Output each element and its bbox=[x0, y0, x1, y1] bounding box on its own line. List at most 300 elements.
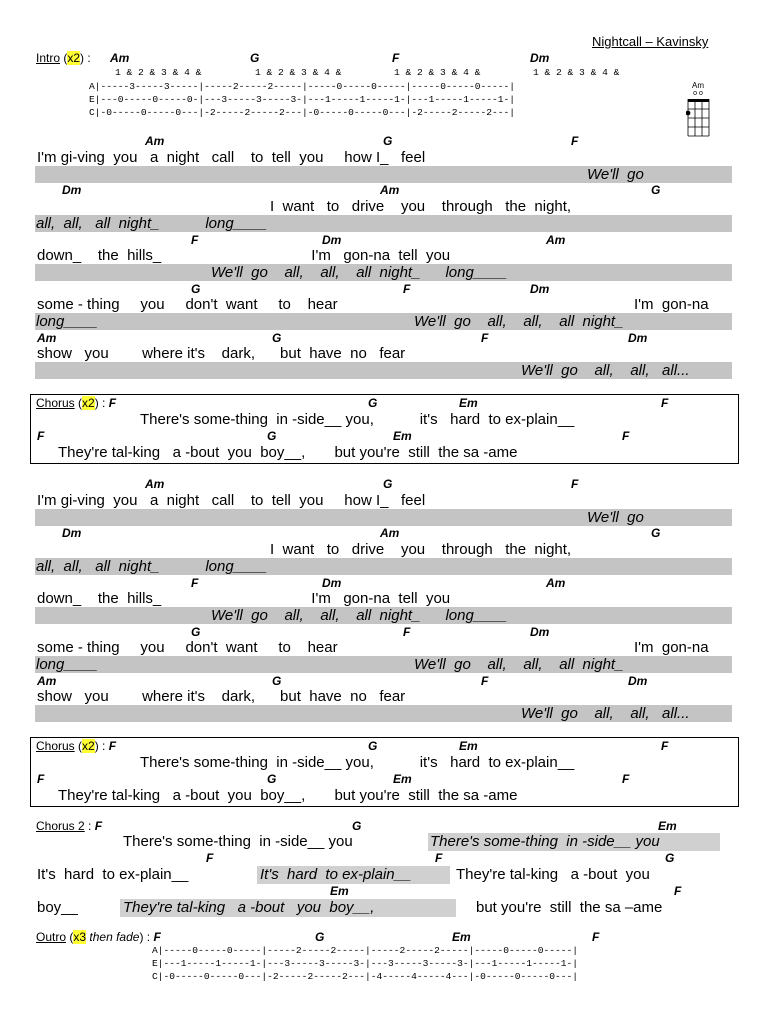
w: They're bbox=[456, 866, 506, 883]
w: ex-plain__ bbox=[119, 866, 189, 883]
w: you bbox=[425, 590, 451, 607]
lyric-line bbox=[270, 541, 571, 558]
w: but bbox=[280, 345, 301, 362]
w: some bbox=[37, 296, 74, 313]
harmony-line bbox=[260, 866, 411, 883]
intro-chord: G bbox=[250, 51, 260, 65]
harmony-line bbox=[587, 509, 644, 526]
lyric-line bbox=[37, 149, 425, 166]
w: It's bbox=[260, 866, 279, 883]
w: boy__, bbox=[260, 444, 306, 461]
w: you bbox=[113, 149, 138, 166]
chord: F bbox=[661, 739, 669, 753]
w: boy__, bbox=[329, 899, 375, 916]
w: I'm bbox=[634, 296, 654, 313]
w: all, bbox=[320, 607, 340, 624]
w: go bbox=[561, 705, 578, 722]
w: all, bbox=[284, 607, 304, 624]
w: go bbox=[627, 509, 644, 526]
w: you bbox=[140, 639, 165, 656]
w: have bbox=[309, 688, 342, 705]
w: the bbox=[97, 247, 119, 264]
w: night_ bbox=[118, 558, 160, 575]
chord: G bbox=[315, 930, 325, 944]
chord: F bbox=[674, 884, 682, 898]
chord: Dm bbox=[322, 576, 342, 590]
w: want bbox=[282, 541, 315, 558]
w: drive bbox=[351, 198, 385, 215]
chord: G bbox=[368, 396, 378, 410]
lyric-line: boy__ bbox=[37, 899, 78, 916]
harmony-line: long____ bbox=[36, 656, 98, 673]
intro-label-text: Intro bbox=[36, 51, 61, 65]
lyric-line bbox=[37, 590, 450, 607]
chord: F bbox=[592, 930, 600, 944]
chord: G bbox=[368, 739, 378, 753]
w: down_ bbox=[37, 590, 82, 607]
harmony-line bbox=[521, 705, 690, 722]
intro-tab-line-a: A|-----3-----3-----|-----2-----2-----|-----0-----0-----|-----0-----0-----| bbox=[89, 81, 516, 92]
chorus2-label-text: Chorus 2 bbox=[36, 819, 85, 833]
lyric-line bbox=[476, 899, 662, 916]
w: but bbox=[280, 688, 301, 705]
lyric-line bbox=[123, 833, 353, 850]
w: -bout bbox=[185, 444, 220, 461]
w: gon-na bbox=[661, 639, 709, 656]
w: - bbox=[77, 639, 83, 656]
lyric-line bbox=[140, 411, 574, 428]
w: go bbox=[454, 313, 471, 330]
chord: F bbox=[191, 576, 199, 590]
w: some bbox=[37, 639, 74, 656]
w: all, bbox=[284, 264, 304, 281]
w: you bbox=[113, 492, 138, 509]
w: long____ bbox=[205, 558, 268, 575]
w: thing bbox=[87, 296, 120, 313]
chord: Am bbox=[145, 477, 165, 491]
w: night bbox=[166, 149, 200, 166]
w: you, bbox=[345, 754, 374, 771]
w: show bbox=[37, 688, 73, 705]
w: There's bbox=[430, 833, 480, 850]
w: There's bbox=[123, 833, 173, 850]
chord: G bbox=[352, 819, 362, 833]
w: hear bbox=[307, 296, 338, 313]
w: gi-ving bbox=[60, 492, 105, 509]
w: -ame bbox=[483, 444, 518, 461]
w: some-thing bbox=[176, 833, 251, 850]
w: -side__ bbox=[582, 833, 632, 850]
chord: Em bbox=[452, 930, 471, 944]
lyric-line bbox=[37, 492, 425, 509]
ukulele-chord-diagram bbox=[686, 81, 712, 140]
w: you bbox=[296, 899, 322, 916]
outro-tab-line-a: A|-----0-----0-----|-----2-----2-----|-----2-----2-----|-----0-----0-----| bbox=[152, 945, 579, 956]
chord: F bbox=[622, 429, 630, 443]
chorus-label-text: Chorus bbox=[36, 396, 75, 410]
w: There's bbox=[140, 411, 190, 428]
w: all, bbox=[63, 558, 83, 575]
w: all, bbox=[594, 705, 614, 722]
w: hard bbox=[450, 754, 481, 771]
w: all, bbox=[523, 656, 543, 673]
w: but bbox=[334, 787, 356, 804]
w: I_ bbox=[375, 149, 389, 166]
w: still bbox=[408, 787, 430, 804]
w: still bbox=[549, 899, 572, 916]
w: They're bbox=[58, 444, 108, 461]
w: We'll bbox=[414, 313, 446, 330]
intro-tab-line-e: E|---0-----0-----0-|---3-----3-----3-|---1-----1-----1-|---1-----1-----1-| bbox=[89, 94, 516, 105]
w: all, bbox=[487, 656, 507, 673]
w: ex-plain__ bbox=[342, 866, 412, 883]
chorus-label: Chorus (x2) : F bbox=[36, 396, 117, 410]
w: tal-king bbox=[111, 444, 161, 461]
w: night_ bbox=[379, 264, 421, 281]
lyric-line bbox=[37, 296, 338, 313]
chord: G bbox=[651, 183, 661, 197]
intro-repeat: x2 bbox=[67, 51, 81, 65]
w: sa bbox=[463, 444, 480, 461]
chord: Em bbox=[393, 772, 412, 786]
chord: F bbox=[206, 851, 214, 865]
w: We'll bbox=[521, 362, 553, 379]
w: no bbox=[350, 345, 367, 362]
w: night, bbox=[534, 541, 572, 558]
intro-label: Intro (x2) : bbox=[36, 51, 91, 65]
harmony-line bbox=[414, 656, 623, 673]
w: hard bbox=[450, 411, 481, 428]
w: thing bbox=[87, 639, 120, 656]
w: some-thing bbox=[193, 411, 268, 428]
chord: Em bbox=[330, 884, 349, 898]
chord: Am bbox=[380, 183, 400, 197]
w: sa bbox=[463, 787, 480, 804]
w: They're bbox=[58, 787, 108, 804]
w: -ame bbox=[483, 787, 518, 804]
chord: F bbox=[571, 477, 579, 491]
chord: F bbox=[661, 396, 669, 410]
w: all, bbox=[36, 558, 56, 575]
chord: Dm bbox=[322, 233, 342, 247]
w: the bbox=[505, 541, 527, 558]
w: night_ bbox=[118, 215, 160, 232]
w: all... bbox=[662, 362, 690, 379]
w: tell bbox=[398, 247, 418, 264]
w: hills_ bbox=[127, 590, 162, 607]
chord: Em bbox=[459, 739, 478, 753]
w: It's bbox=[37, 866, 56, 883]
chord: G bbox=[191, 625, 201, 639]
w: down_ bbox=[37, 247, 82, 264]
harmony-line bbox=[430, 833, 660, 850]
intro-count: 1 & 2 & 3 & 4 & bbox=[394, 67, 481, 78]
w: no bbox=[350, 688, 367, 705]
harmony-line bbox=[36, 558, 267, 575]
intro-chord: F bbox=[392, 51, 400, 65]
outro-tab-line-c: C|-0-----0-----0---|-2-----2-----2---|-4-----4-----4---|-0-----0-----0---| bbox=[152, 971, 579, 982]
lyric-line bbox=[58, 444, 517, 461]
w: call bbox=[211, 149, 235, 166]
chord: Am bbox=[380, 526, 400, 540]
w: all bbox=[559, 313, 575, 330]
lyric-line-tail bbox=[634, 639, 709, 656]
w: you bbox=[140, 296, 165, 313]
chord: Am bbox=[37, 331, 57, 345]
w: the bbox=[438, 787, 460, 804]
chord: Dm bbox=[530, 282, 550, 296]
w: in bbox=[276, 411, 288, 428]
chord: Am bbox=[546, 233, 566, 247]
harmony-line bbox=[123, 899, 374, 916]
outro-repeat-note: then fade bbox=[89, 930, 140, 944]
w: all, bbox=[630, 705, 650, 722]
w: in bbox=[566, 833, 578, 850]
w: all bbox=[559, 656, 575, 673]
chord: G bbox=[267, 772, 277, 786]
w: I'm bbox=[311, 247, 331, 264]
intro-chord: Am bbox=[110, 51, 130, 65]
w: -side__ bbox=[275, 833, 325, 850]
chorus-repeat: x2 bbox=[82, 739, 95, 753]
w: you bbox=[299, 149, 324, 166]
w: gon-na bbox=[343, 247, 391, 264]
w: tell bbox=[271, 492, 291, 509]
w: There's bbox=[140, 754, 190, 771]
lyric-line bbox=[58, 787, 517, 804]
w: I'm bbox=[634, 639, 654, 656]
w: long____ bbox=[205, 215, 268, 232]
w: to bbox=[278, 639, 291, 656]
w: go bbox=[251, 607, 268, 624]
w: the bbox=[579, 899, 601, 916]
w: feel bbox=[401, 149, 426, 166]
w: all, bbox=[63, 215, 83, 232]
w: to bbox=[102, 866, 115, 883]
w: feel bbox=[401, 492, 426, 509]
w: all, bbox=[320, 264, 340, 281]
w: I'm bbox=[311, 590, 331, 607]
w: you bbox=[227, 444, 252, 461]
outro-tab-line-e: E|---1-----1-----1-|---3-----3-----3-|---3-----3-----3-|---1-----1-----1-| bbox=[152, 958, 579, 969]
w: to bbox=[278, 296, 291, 313]
chord: F bbox=[481, 674, 489, 688]
w: it's bbox=[419, 754, 438, 771]
w: hear bbox=[307, 639, 338, 656]
w: tal-king bbox=[509, 866, 559, 883]
w: in bbox=[276, 754, 288, 771]
w: a bbox=[172, 787, 181, 804]
w: dark, bbox=[221, 345, 256, 362]
w: We'll bbox=[587, 166, 619, 183]
uke-fretboard-icon bbox=[686, 98, 712, 138]
w: to bbox=[325, 866, 338, 883]
w: drive bbox=[351, 541, 385, 558]
w: through bbox=[441, 198, 493, 215]
lyric-line bbox=[456, 866, 650, 883]
w: you bbox=[299, 492, 324, 509]
chord: G bbox=[383, 477, 393, 491]
w: to bbox=[488, 411, 501, 428]
outro-label-text: Outro bbox=[36, 930, 67, 944]
w: I_ bbox=[375, 492, 389, 509]
chord: Am bbox=[546, 576, 566, 590]
w: all... bbox=[662, 705, 690, 722]
w: the bbox=[97, 590, 119, 607]
w: how bbox=[344, 492, 372, 509]
chord: Em bbox=[459, 396, 478, 410]
intro-count: 1 & 2 & 3 & 4 & bbox=[255, 67, 342, 78]
w: go bbox=[454, 656, 471, 673]
w: don't bbox=[185, 296, 218, 313]
w: night_ bbox=[582, 656, 624, 673]
lyric-line bbox=[37, 866, 188, 883]
w: but bbox=[334, 444, 356, 461]
harmony-line bbox=[587, 166, 644, 183]
w: want bbox=[225, 639, 258, 656]
w: all bbox=[356, 264, 372, 281]
outro-label: Outro (x3 then fade) : F bbox=[36, 930, 161, 944]
w: -bout bbox=[583, 866, 618, 883]
w: I'm bbox=[37, 149, 57, 166]
w: where bbox=[142, 345, 183, 362]
w: a bbox=[149, 149, 159, 166]
chord: Dm bbox=[628, 674, 648, 688]
chord: Dm bbox=[628, 331, 648, 345]
w: all, bbox=[630, 362, 650, 379]
w: gon-na bbox=[661, 296, 709, 313]
w: the bbox=[505, 198, 527, 215]
chord: G bbox=[267, 429, 277, 443]
w: ex-plain__ bbox=[505, 754, 575, 771]
harmony-line bbox=[414, 313, 623, 330]
w: We'll bbox=[414, 656, 446, 673]
w: you're bbox=[359, 444, 400, 461]
w: don't bbox=[185, 639, 218, 656]
lyric-line bbox=[270, 198, 571, 215]
intro-count: 1 & 2 & 3 & 4 & bbox=[533, 67, 620, 78]
w: some-thing bbox=[193, 754, 268, 771]
lyric-line bbox=[37, 345, 405, 362]
w: where bbox=[142, 688, 183, 705]
intro-tab-line-c: C|-0-----0-----0---|-2-----2-----2---|-0-----0-----0---|-2-----2-----2---| bbox=[89, 107, 516, 118]
w: ex-plain__ bbox=[505, 411, 575, 428]
uke-open-strings: o o bbox=[693, 90, 703, 97]
chord: F bbox=[191, 233, 199, 247]
w: I bbox=[270, 198, 275, 215]
w: a bbox=[172, 444, 181, 461]
w: you're bbox=[359, 787, 400, 804]
w: the bbox=[438, 444, 460, 461]
w: to bbox=[250, 492, 264, 509]
w: you bbox=[84, 688, 109, 705]
chorus2-label: Chorus 2 : F bbox=[36, 819, 103, 833]
w: night, bbox=[534, 198, 572, 215]
chorus-label-text: Chorus bbox=[36, 739, 75, 753]
w: you bbox=[625, 866, 650, 883]
w: night_ bbox=[582, 313, 624, 330]
chord: Dm bbox=[530, 625, 550, 639]
w: tell bbox=[398, 590, 418, 607]
w: hard bbox=[64, 866, 95, 883]
w: still bbox=[408, 444, 430, 461]
w: boy__, bbox=[260, 787, 306, 804]
chord: G bbox=[272, 331, 282, 345]
w: a bbox=[570, 866, 579, 883]
harmony-line bbox=[211, 264, 507, 281]
chord: Em bbox=[393, 429, 412, 443]
song-title: Nightcall – Kavinsky bbox=[592, 34, 709, 49]
w: We'll bbox=[211, 607, 243, 624]
w: go bbox=[627, 166, 644, 183]
w: all, bbox=[487, 313, 507, 330]
w: you bbox=[227, 787, 252, 804]
w: -side__ bbox=[292, 411, 342, 428]
lyric-line bbox=[37, 639, 338, 656]
w: tal-king bbox=[176, 899, 226, 916]
w: I bbox=[270, 541, 275, 558]
w: night_ bbox=[379, 607, 421, 624]
chorus-repeat: x2 bbox=[82, 396, 95, 410]
w: fear bbox=[379, 345, 406, 362]
w: to bbox=[326, 198, 340, 215]
intro-chord: Dm bbox=[530, 51, 550, 65]
chord: F bbox=[108, 739, 117, 753]
w: gi-ving bbox=[60, 149, 105, 166]
w: hills_ bbox=[127, 247, 162, 264]
w: have bbox=[309, 345, 342, 362]
chord: F bbox=[403, 282, 411, 296]
w: but bbox=[476, 899, 497, 916]
chord: Am bbox=[145, 134, 165, 148]
w: to bbox=[326, 541, 340, 558]
chord: F bbox=[435, 851, 443, 865]
w: you bbox=[635, 833, 660, 850]
w: -side__ bbox=[292, 754, 342, 771]
chord: F bbox=[37, 429, 45, 443]
w: you bbox=[328, 833, 353, 850]
chord: G bbox=[383, 134, 393, 148]
lyric-line bbox=[37, 247, 450, 264]
w: want bbox=[282, 198, 315, 215]
chord: F bbox=[153, 930, 161, 944]
chord: G bbox=[272, 674, 282, 688]
chord: Dm bbox=[62, 183, 82, 197]
lyric-line bbox=[37, 688, 405, 705]
w: a bbox=[237, 899, 246, 916]
w: all bbox=[356, 607, 372, 624]
lyric-line-tail bbox=[634, 296, 709, 313]
w: tell bbox=[271, 149, 291, 166]
w: you bbox=[84, 345, 109, 362]
w: fear bbox=[379, 688, 406, 705]
w: how bbox=[344, 149, 372, 166]
w: you bbox=[400, 198, 426, 215]
w: to bbox=[488, 754, 501, 771]
chord: Em bbox=[658, 819, 677, 833]
w: some-thing bbox=[483, 833, 558, 850]
harmony-line bbox=[211, 607, 507, 624]
w: all, bbox=[36, 215, 56, 232]
w: hard bbox=[287, 866, 318, 883]
w: We'll bbox=[521, 705, 553, 722]
w: it's bbox=[187, 345, 205, 362]
chord: F bbox=[37, 772, 45, 786]
w: We'll bbox=[587, 509, 619, 526]
w: a bbox=[149, 492, 159, 509]
chord: G bbox=[651, 526, 661, 540]
chord: Am bbox=[37, 674, 57, 688]
